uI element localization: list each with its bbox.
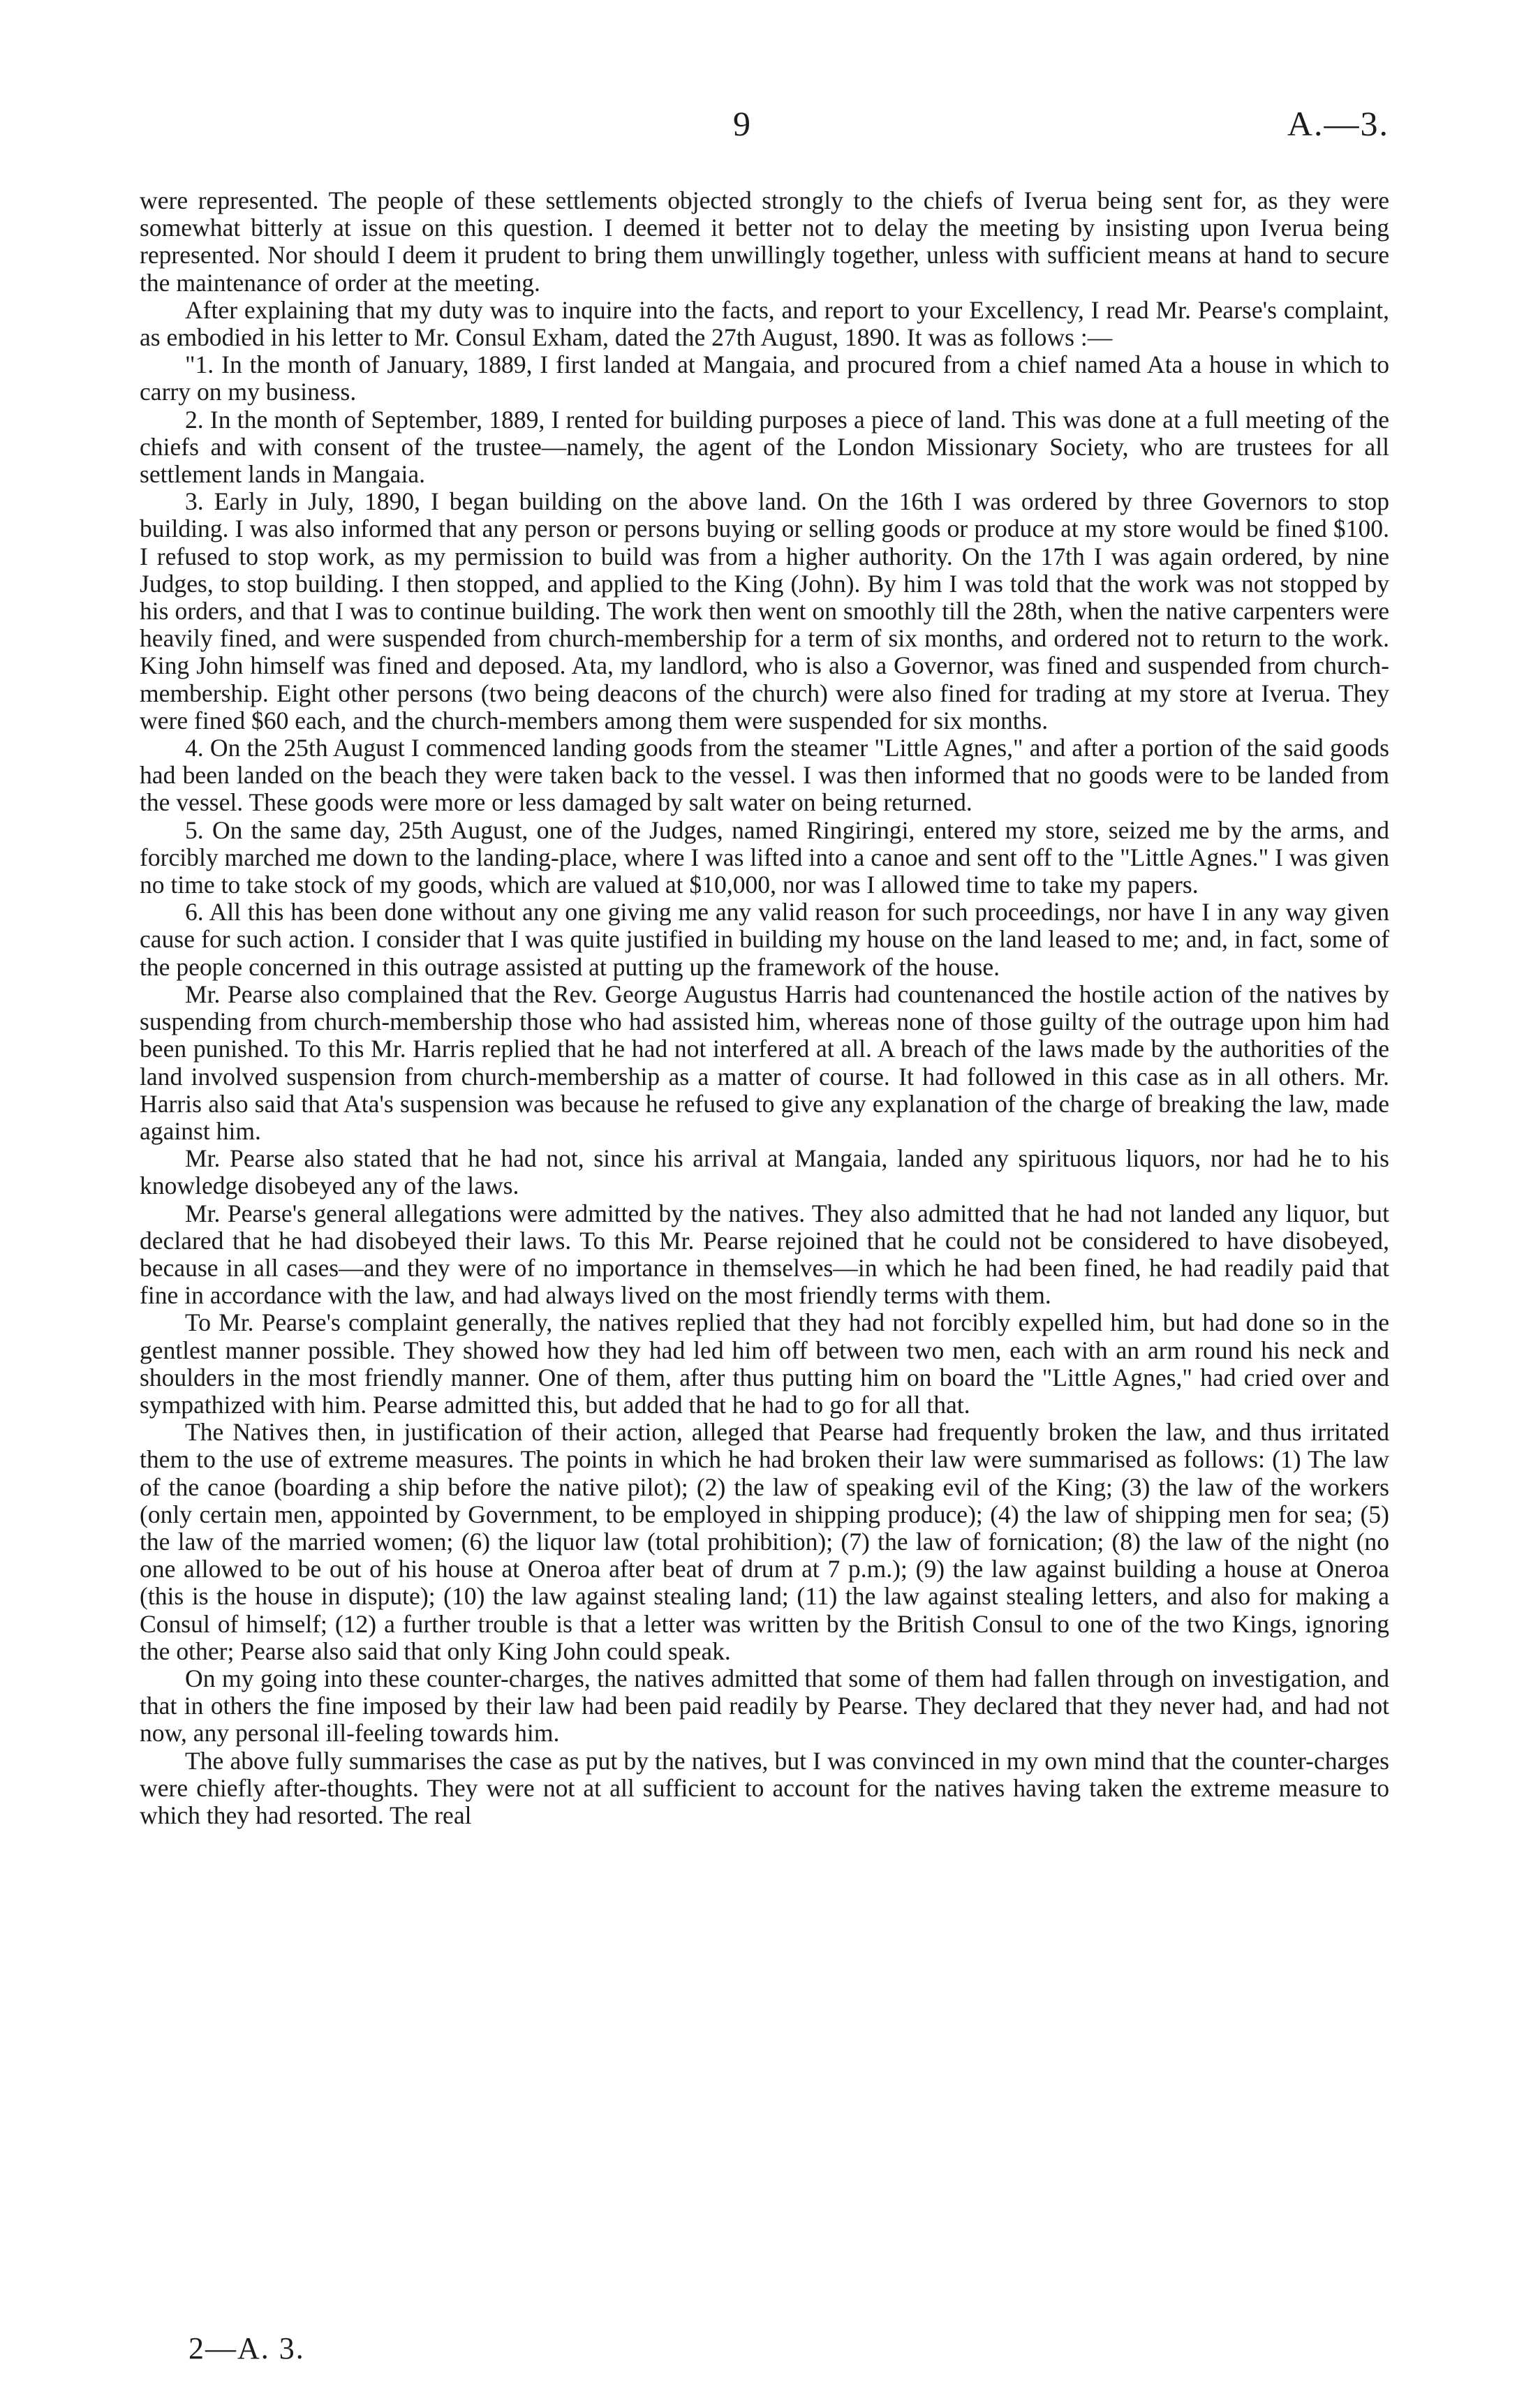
- complaint-item-1: "1. In the month of January, 1889, I first landed at Mangaia, and procured from a chief named Ata a house in which to carry on my business.: [140, 350, 1389, 406]
- page-footer-signature: 2—A. 3.: [188, 2331, 305, 2365]
- paragraph-natives-reply: To Mr. Pearse's complaint generally, the natives replied that they had not forcibly expelled him, but had done so in the gentlest manner possible. They showed how they had led him off between two men, each with an arm round his neck and shoulders in the most friendly manner. One of them, after thus putting him on board the "Little Agnes," had cried over and sympathized with him. Pearse admitted this, but added that he had to go for all that.: [140, 1308, 1389, 1419]
- paragraph-duty-explanation: After explaining that my duty was to inquire into the facts, and report to your Excellency, I read Mr. Pearse's complaint, as embodied in his letter to Mr. Consul Exham, dated the 27th August, 1890. It was as follows :—: [140, 295, 1389, 352]
- complaint-item-4: 4. On the 25th August I commenced landing goods from the steamer "Little Agnes," and after a portion of the said goods had been landed on the beach they were taken back to the vessel. I was then informed that no goods were to be landed from the vessel. These goods were more or less damaged by salt water on being returned.: [140, 734, 1389, 817]
- body-text: [140, 187, 1389, 1829]
- paragraph-continuation: were represented. The people of these settlements objected strongly to the chiefs of Iverua being sent for, as they were somewhat bitterly at issue on this question. I deemed it better not to delay the meeting by insisting upon Iverua being represented. Nor should I deem it prudent to bring them unwillingly together, unless with sufficient means at hand to secure the maintenance of order at the meeting.: [140, 186, 1389, 297]
- complaint-item-3: 3. Early in July, 1890, I began building on the above land. On the 16th I was ordered by three Governors to stop building. I was also informed that any person or persons buying or selling goods or produce at my store would be fined $100. I refused to stop work, as my permission to build was from a higher authority. On the 17th I was again ordered, by nine Judges, to stop building. I then stopped, and applied to the King (John). By him I was told that the work was not stopped by his orders, and that I was to continue building. The work then went on smoothly till the 28th, when the native carpenters were heavily fined, and were suspended from church-membership for a term of six months, and ordered not to return to the work. King John himself was fined and deposed. Ata, my landlord, who is also a Governor, was fined and suspended from church-membership. Eight other persons (two being deacons of the church) were also fined for trading at my store at Iverua. They were fined $60 each, and the church-members among them were suspended for six months.: [140, 487, 1389, 734]
- paragraph-investigation: On my going into these counter-charges, the natives admitted that some of them had fallen through on investigation, and that in others the fine imposed by their law had been paid readily by Pearse. They declared that they never had, and had not now, any personal ill-feeling towards him.: [140, 1664, 1389, 1748]
- paper-reference: A.—3.: [1287, 104, 1389, 143]
- paragraph-general-allegations: Mr. Pearse's general allegations were admitted by the natives. They also admitted that he had not landed any liquor, but declared that he had disobeyed their laws. To this Mr. Pearse rejoined that he could not be considered to have disobeyed, because in all cases—and they were of no importance in themselves—in which he had been fined, he had readily paid that fine in accordance with the law, and had always lived on the most friendly terms with them.: [140, 1199, 1389, 1310]
- page-header: [140, 103, 1389, 159]
- complaint-item-2: 2. In the month of September, 1889, I rented for building purposes a piece of land. This was done at a full meeting of the chiefs and with consent of the trustee—namely, the agent of the London Missionary Society, who are trustees for all settlement lands in Mangaia.: [140, 405, 1389, 489]
- paragraph-counter-charges: The Natives then, in justification of their action, alleged that Pearse had frequently broken the law, and thus irritated them to the use of extreme measures. The points in which he had broken their law were summarised as follows: (1) The law of the canoe (boarding a ship before the native pilot); (2) the law of speaking evil of the King; (3) the law of the workers (only certain men, appointed by Government, to be employed in shipping produce); (4) the law of shipping men for sea; (5) the law of the married women; (6) the liquor law (total prohibition); (7) the law of fornication; (8) the law of the night (no one allowed to be out of his house at Oneroa after beat of drum at 7 p.m.); (9) the law against building a house at Oneroa (this is the house in dispute); (10) the law against stealing land; (11) the law against stealing letters, and also for making a Consul of himself; (12) a further trouble is that a letter was written by the British Consul to one of the two Kings, ignoring the other; Pearse also said that only King John could speak.: [140, 1418, 1389, 1665]
- complaint-item-6: 6. All this has been done without any one giving me any valid reason for such proceedings, nor have I in any way given cause for such action. I consider that I was quite justified in building my house on the land leased to me; and, in fact, some of the people concerned in this outrage assisted at putting up the framework of the house.: [140, 898, 1389, 981]
- paragraph-harris-complaint: Mr. Pearse also complained that the Rev. George Augustus Harris had countenanced the hostile action of the natives by suspending from church-membership those who had assisted him, whereas none of those guilty of the outrage upon him had been punished. To this Mr. Harris replied that he had not interfered at all. A breach of the laws made by the authorities of the land involved suspension from church-membership as a matter of course. It had followed in this case as in all others. Mr. Harris also said that Ata's suspension was because he refused to give any explanation of the charge of breaking the law, made against him.: [140, 980, 1389, 1145]
- paragraph-spirituous-liquors: Mr. Pearse also stated that he had not, since his arrival at Mangaia, landed any spirituous liquors, nor had he to his knowledge disobeyed any of the laws.: [140, 1144, 1389, 1200]
- complaint-item-5: 5. On the same day, 25th August, one of the Judges, named Ringiringi, entered my store, seized me by the arms, and forcibly marched me down to the landing-place, where I was lifted into a canoe and sent off to the "Little Agnes." I was given no time to take stock of my goods, which are valued at $10,000, nor was I allowed time to take my papers.: [140, 815, 1389, 899]
- page-number: 9: [733, 104, 750, 143]
- paragraph-summary: The above fully summarises the case as put by the natives, but I was convinced in my own mind that the counter-charges were chiefly after-thoughts. They were not at all sufficient to account for the natives having taken the extreme measure to which they had resorted. The real: [140, 1746, 1389, 1829]
